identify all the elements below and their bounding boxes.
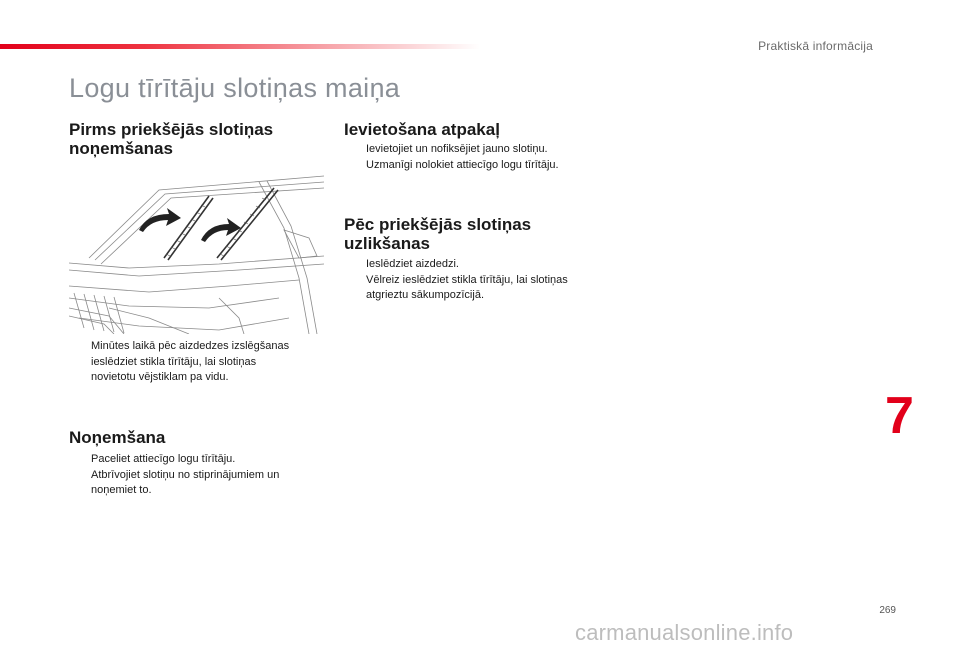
list-item: Uzmanīgi nolokiet attiecīgo logu tīrītāju.: [366, 158, 559, 171]
section-header: Praktiskā informācija: [758, 39, 873, 53]
steps-refitting: [344, 142, 609, 173]
list-item: Minūtes laikā pēc aizdedzes izslēgšanas ieslēdziet stikla tīrītāju, lai slotiņas novietotu vējstiklam pa vidu.: [91, 340, 290, 383]
steps-before-removal: [69, 339, 324, 386]
windscreen-wipers-icon: [69, 168, 324, 334]
steps-after-fitting: [344, 257, 609, 304]
list-item: Vēlreiz ieslēdziet stikla tīrītāju, lai slotiņas atgrieztu sākumpozīcijā.: [366, 273, 568, 301]
windscreen-wipers-illustration: [69, 168, 324, 334]
steps-removal: [69, 452, 324, 499]
section-heading-before-removal: Pirms priekšējās slotiņas noņemšanas: [69, 120, 274, 158]
section-refitting: [344, 120, 609, 139]
list-item: Paceliet attiecīgo logu tīrītāju.: [91, 453, 236, 465]
watermark: carmanualsonline.info: [575, 620, 794, 645]
step-list: [69, 452, 324, 499]
list-item: Atbrīvojiet slotiņu no stiprinājumiem un noņemiet to.: [91, 468, 280, 496]
section-heading-refitting: Ievietošana atpakaļ: [344, 120, 500, 139]
section-before-removal: [69, 120, 324, 158]
header-accent-bar: [0, 44, 480, 49]
page-title: Logu tīrītāju slotiņas maiņa: [69, 73, 401, 103]
step-list: [344, 142, 609, 173]
list-item: Ieslēdziet aizdedzi.: [366, 258, 459, 270]
list-item: Ievietojiet un nofiksējiet jauno slotiņu.: [366, 143, 548, 155]
section-heading-after-fitting: Pēc priekšējās slotiņas uzlikšanas: [344, 215, 532, 253]
step-list: [69, 339, 324, 386]
page-number: 269: [879, 605, 896, 616]
chapter-number: 7: [885, 387, 914, 445]
section-removal: [69, 428, 324, 447]
section-after-fitting: [344, 215, 609, 253]
section-heading-removal: Noņemšana: [69, 428, 166, 447]
step-list: [344, 257, 609, 304]
